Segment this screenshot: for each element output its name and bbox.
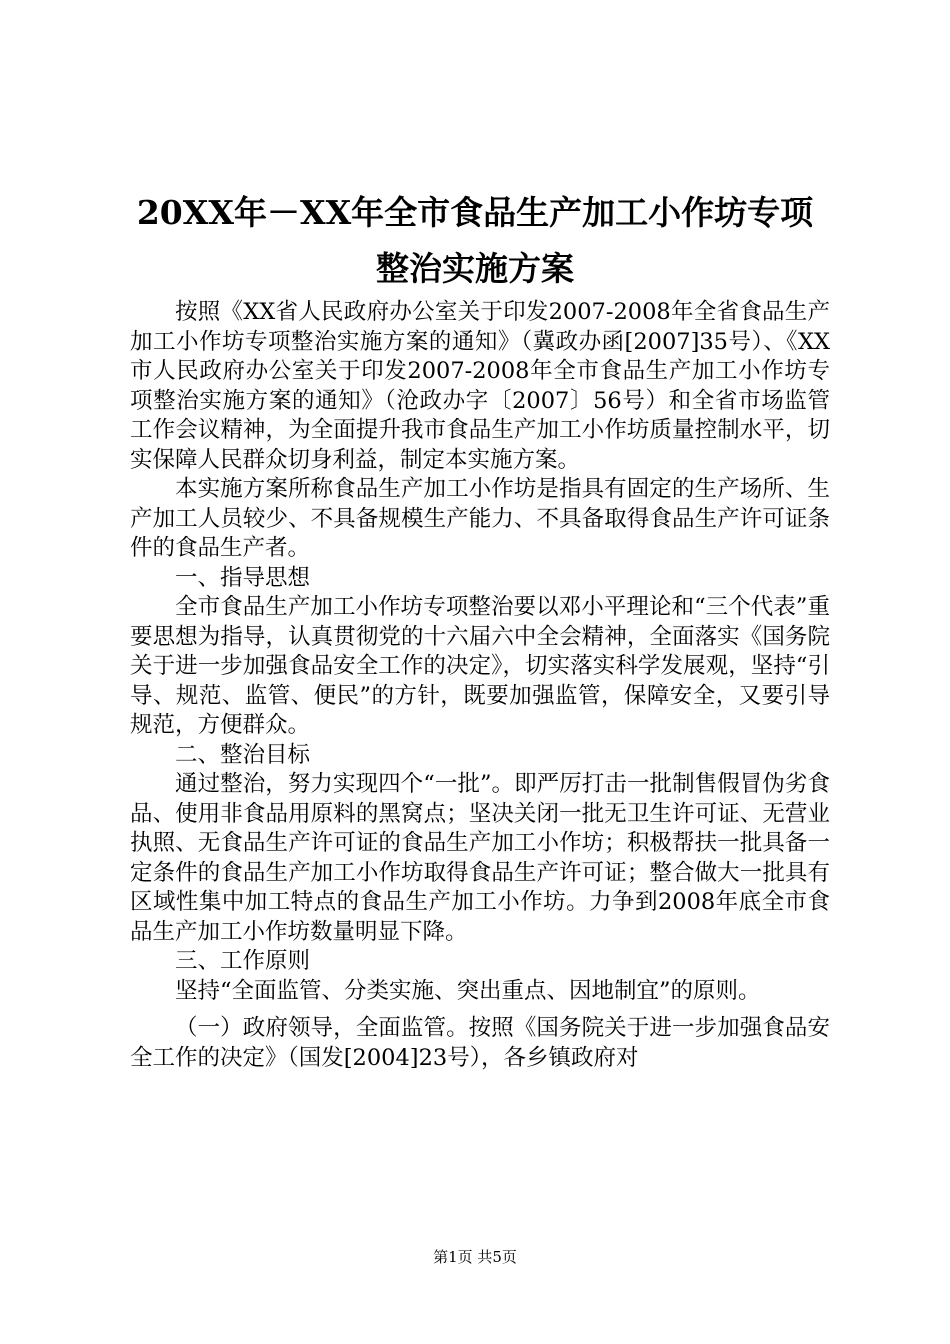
page-number-footer: 第1页 共5页 [433,1248,517,1266]
paragraph-principle-1: （一）政府领导，全面监管。按照《国务院关于进一步加强食品安全工作的决定》（国发[2004]23号），各乡镇政府对 [130,1015,830,1071]
paragraph-definition: 本实施方案所称食品生产加工小作坊是指具有固定的生产场所、生产加工人员较少、不具备规模生产能力、不具备取得食品生产许可证条件的食品生产者。 [130,476,830,561]
paragraph-intro: 按照《XX省人民政府办公室关于印发2007-2008年全省食品生产加工小作坊专项整治实施方案的通知》（冀政办函[2007]35号）、《XX市人民政府办公室关于印发2007-2008年全市食品生产加工小作坊专项整治实施方案的通知》（沧政办字〔2007〕56号）和全省市场监管工作会议精神，为全面提升我市食品生产加工小作坊质量控制水平，切实保障人民群众切身利益，制定本实施方案。 [130,299,830,473]
document-title-line-1: 20XX年－XX年全市食品生产加工小作坊专项 [136,193,814,232]
section-heading-goals: 二、整治目标 [175,741,311,768]
paragraph-principles: 坚持“全面监管、分类实施、突出重点、因地制宜”的原则。 [175,977,761,1004]
document-title-line-2: 整治实施方案 [376,249,574,288]
paragraph-goals: 通过整治，努力实现四个“一批”。即严厉打击一批制售假冒伪劣食品、使用非食品用原料的黑窝点；坚决关闭一批无卫生许可证、无营业执照、无食品生产许可证的食品生产加工小作坊；积极帮扶一批具备一定条件的食品生产加工小作坊取得食品生产许可证；整合做大一批具有区域性集中加工特点的食品生产加工小作坊。力争到2008年底全市食品生产加工小作坊数量明显下降。 [130,771,830,945]
paragraph-guiding-thought: 全市食品生产加工小作坊专项整治要以邓小平理论和“三个代表”重要思想为指导，认真贯彻党的十六届六中全会精神，全面落实《国务院关于进一步加强食品安全工作的决定》，切实落实科学发展观，坚持“引导、规范、监管、便民”的方针，既要加强监管，保障安全，又要引导规范，方便群众。 [130,594,830,738]
document-body [130,298,830,1073]
section-heading-guiding-thought: 一、指导思想 [175,564,311,591]
section-heading-principles: 三、工作原则 [175,948,311,974]
